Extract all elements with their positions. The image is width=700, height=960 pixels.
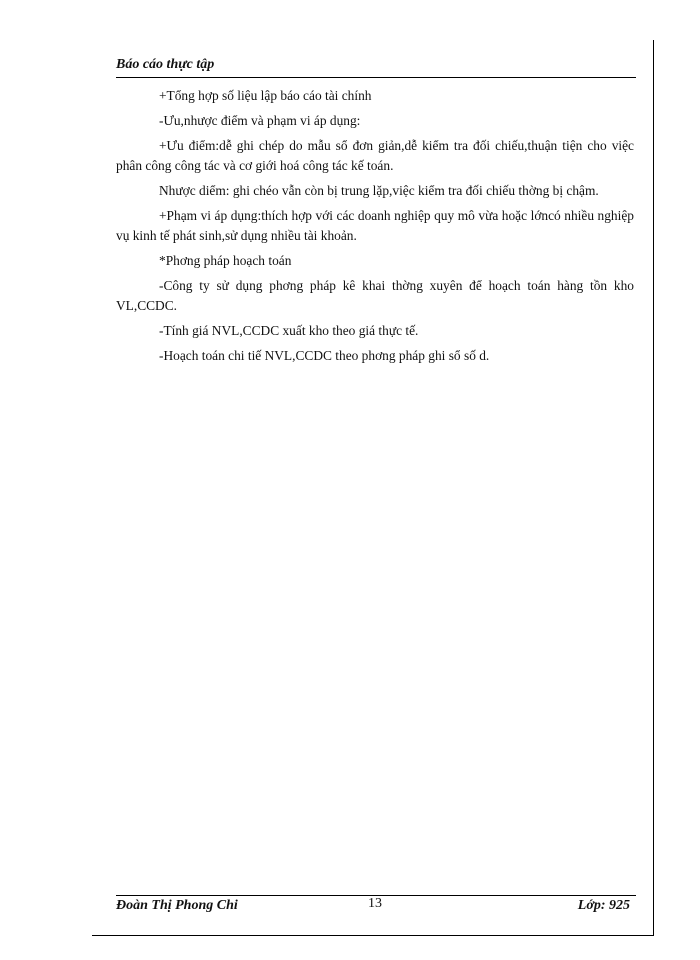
header-title: Báo cáo thực tập — [116, 57, 215, 72]
paragraph-advantages: +Ưu điểm:dễ ghi chép do mẫu sổ đơn giản,dễ kiểm tra đối chiếu,thuận tiện cho việc phân công công tác và cơ giới hoá công tác kế toán. — [116, 138, 634, 173]
paragraph-disadvantages: Nhược diểm: ghi chéo vẫn còn bị trung lặp,việc kiểm tra đối chiếu thờng bị chậm. — [159, 183, 599, 198]
page-number: 13 — [368, 896, 382, 911]
document-body — [116, 86, 634, 371]
footer-author: Đoàn Thị Phong Chi — [116, 898, 238, 913]
paragraph-pricing: -Tính giá NVL,CCDC xuất kho theo giá thực tế. — [159, 323, 419, 338]
paragraph-inventory-method: -Công ty sử dụng phơng pháp kê khai thờng xuyên để hoạch toán hàng tồn kho VL,CCDC. — [116, 278, 634, 313]
paragraph-method-heading: *Phơng pháp hoạch toán — [159, 253, 292, 268]
footer-class-label: Lớp: 925 — [577, 898, 630, 913]
paragraph-summary: +Tổng hợp số liệu lập báo cáo tài chính — [159, 88, 372, 103]
page-header — [116, 55, 636, 78]
paragraph-detail-accounting: -Hoạch toán chi tiế NVL,CCDC theo phơng pháp ghi sổ số d. — [159, 348, 490, 363]
paragraph-scope: +Phạm vi áp dụng:thích hợp với các doanh nghiệp quy mô vừa hoặc lớncó nhiều nghiệp vụ kinh tế phát sinh,sử dụng nhiều tài khoản. — [116, 208, 634, 243]
page-footer — [116, 895, 636, 918]
paragraph-pros-cons-heading: -Ưu,nhược điểm và phạm vi áp dụng: — [159, 113, 361, 128]
